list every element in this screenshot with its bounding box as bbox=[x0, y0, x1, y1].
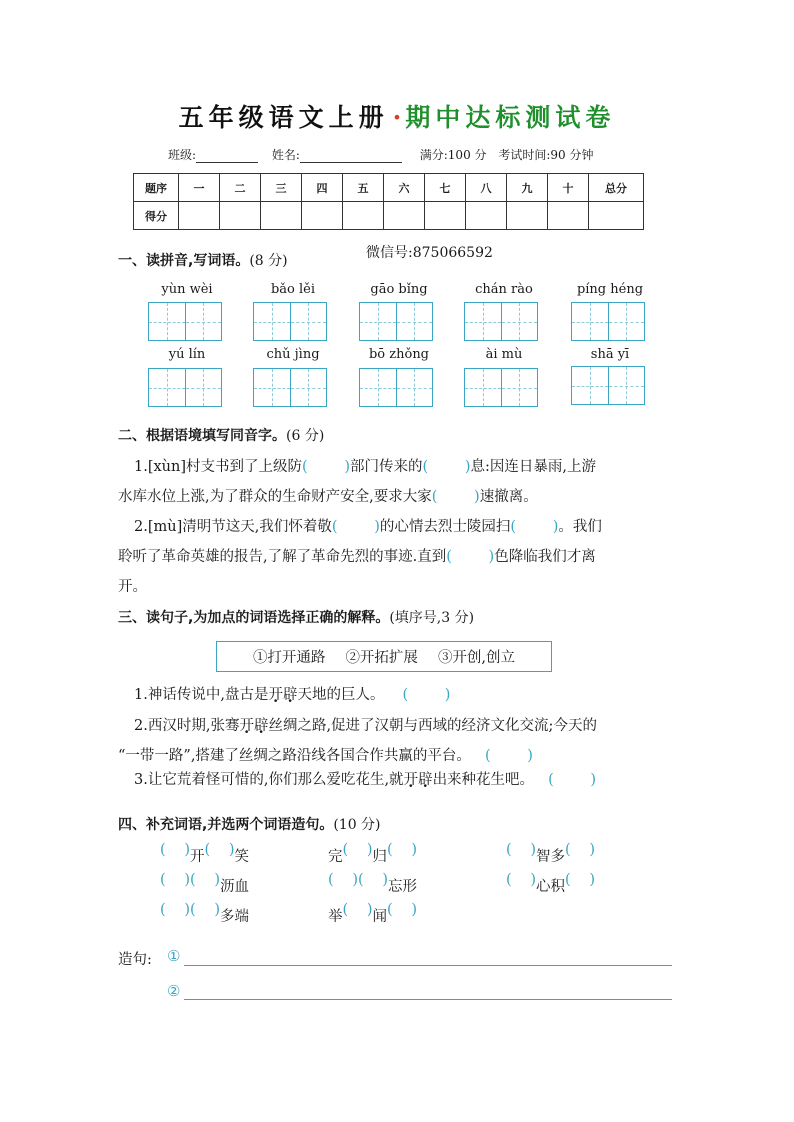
writing-grid[interactable] bbox=[253, 368, 327, 407]
answer-blank[interactable] bbox=[343, 846, 373, 864]
dotted-char: 辟 . bbox=[283, 687, 298, 703]
section3-question-1 bbox=[134, 680, 694, 710]
q2-text-a: 2.[mù]清明节这天,我们怀着敬 bbox=[134, 519, 332, 535]
score-cell-total[interactable] bbox=[589, 202, 644, 230]
idiom-char: 忘形 bbox=[388, 879, 417, 895]
answer-blank[interactable] bbox=[160, 846, 190, 864]
idiom-char: 开 bbox=[190, 849, 205, 865]
section2-points: (6 分) bbox=[286, 428, 325, 444]
class-label: 班级: bbox=[168, 148, 197, 162]
dotted-char: 辟 . bbox=[254, 718, 269, 734]
writing-grid[interactable] bbox=[571, 302, 645, 341]
q3-2-post: 丝绸之路,促进了汉朝与西域的经济文化交流;今天的 bbox=[268, 718, 597, 734]
pinyin-label: bǎo lěi bbox=[270, 282, 316, 297]
q3-1-post: 天地的巨人。 bbox=[297, 687, 385, 703]
title-part2: 期中达标测试卷 bbox=[405, 103, 616, 132]
q1-text-d: 水库水位上涨,为了群众的生命财产安全,要求大家 bbox=[118, 489, 432, 505]
score-cell[interactable] bbox=[425, 202, 466, 230]
options-box bbox=[216, 641, 552, 672]
section3-question-2 bbox=[118, 711, 678, 771]
idiom-char: 笑 bbox=[234, 849, 249, 865]
section3-title: 三、读句子,为加点的词语选择正确的解释。 bbox=[118, 610, 390, 626]
col-header: 三 bbox=[261, 174, 302, 202]
q2-line3: 开。 bbox=[118, 579, 147, 595]
idiom-char: 多端 bbox=[220, 909, 249, 925]
sentence-label: 造句: bbox=[118, 952, 152, 968]
answer-blank[interactable] bbox=[506, 846, 536, 864]
q2-text-b: 的心情去烈士陵园扫 bbox=[379, 519, 511, 535]
score-header-row bbox=[134, 174, 644, 202]
class-field[interactable] bbox=[196, 150, 258, 163]
answer-blank[interactable] bbox=[387, 906, 417, 924]
option-1: ①打开通路 bbox=[252, 650, 326, 666]
answer-blank[interactable] bbox=[190, 906, 220, 924]
q3-2-pre: 2.西汉时期,张骞 bbox=[134, 718, 240, 734]
pinyin-label: shā yī bbox=[590, 347, 630, 362]
writing-grid[interactable] bbox=[464, 302, 538, 341]
section2-question-2 bbox=[118, 512, 678, 602]
option-3: ③开创,创立 bbox=[437, 650, 516, 666]
writing-grid[interactable] bbox=[253, 302, 327, 341]
title-part1: 五年级语文上册 bbox=[178, 103, 389, 132]
pinyin-label: chán rào bbox=[475, 282, 533, 297]
answer-blank[interactable] bbox=[332, 516, 380, 534]
idiom-item-3 bbox=[506, 845, 595, 866]
sentence-number-1: ① bbox=[167, 947, 181, 965]
student-info-line bbox=[168, 146, 593, 163]
score-cell[interactable] bbox=[220, 202, 261, 230]
row-label-tixu: 题序 bbox=[134, 174, 179, 202]
sentence-number-2: ② bbox=[167, 982, 181, 1000]
q2-text-e: 色降临我们才离 bbox=[494, 549, 596, 565]
answer-blank[interactable] bbox=[302, 456, 350, 474]
q2-line2 bbox=[118, 542, 678, 572]
answer-blank[interactable] bbox=[343, 906, 373, 924]
exam-time: 考试时间:90 分钟 bbox=[498, 148, 594, 162]
pinyin-label: yùn wèi bbox=[161, 282, 213, 297]
col-header: 四 bbox=[302, 174, 343, 202]
answer-blank[interactable] bbox=[510, 516, 558, 534]
col-header: 五 bbox=[343, 174, 384, 202]
dotted-char: 辟 . bbox=[418, 772, 433, 788]
section4-heading bbox=[118, 814, 381, 834]
answer-blank[interactable] bbox=[565, 846, 595, 864]
answer-blank[interactable] bbox=[446, 546, 494, 564]
answer-blank[interactable] bbox=[328, 876, 358, 894]
score-cell[interactable] bbox=[302, 202, 343, 230]
pinyin-label: yú lín bbox=[168, 347, 206, 362]
name-label: 姓名: bbox=[271, 148, 300, 162]
dotted-char: 开 . bbox=[239, 718, 254, 734]
pinyin-label: ài mù bbox=[485, 347, 523, 362]
q3-3-post: 出来种花生吧。 bbox=[432, 772, 535, 788]
q1-text-e: 速撤离。 bbox=[479, 489, 538, 505]
col-header-total: 总分 bbox=[589, 174, 644, 202]
idiom-char: 完 bbox=[328, 849, 343, 865]
idiom-char: 心积 bbox=[536, 879, 565, 895]
section2-heading bbox=[118, 425, 324, 445]
answer-blank[interactable] bbox=[548, 769, 596, 787]
writing-grid[interactable] bbox=[571, 366, 645, 405]
idiom-item-4 bbox=[160, 875, 249, 896]
q1-text-b: 部门传来的 bbox=[350, 459, 423, 475]
answer-blank[interactable] bbox=[160, 876, 190, 894]
answer-blank[interactable] bbox=[402, 684, 450, 702]
score-cell[interactable] bbox=[548, 202, 589, 230]
section2-title: 二、根据语境填写同音字。 bbox=[118, 428, 286, 444]
col-header: 一 bbox=[179, 174, 220, 202]
section1-points: (8 分) bbox=[249, 253, 288, 269]
section4-title: 四、补充词语,并选两个词语造句。 bbox=[118, 817, 334, 833]
writing-grid[interactable] bbox=[464, 368, 538, 407]
sentence-line-1[interactable] bbox=[184, 965, 672, 966]
col-header: 二 bbox=[220, 174, 261, 202]
answer-blank[interactable] bbox=[160, 906, 190, 924]
answer-blank[interactable] bbox=[205, 846, 235, 864]
idiom-item-1 bbox=[160, 845, 249, 866]
dotted-char: 开 . bbox=[268, 687, 283, 703]
writing-grid[interactable] bbox=[359, 302, 433, 341]
answer-blank[interactable] bbox=[485, 745, 533, 763]
q1-line2 bbox=[118, 482, 678, 512]
idiom-char: 智多 bbox=[536, 849, 565, 865]
pinyin-label: gāo bǐng bbox=[370, 282, 428, 297]
option-2: ②开拓扩展 bbox=[345, 650, 418, 666]
score-cell[interactable] bbox=[261, 202, 302, 230]
section3-points: (填序号,3 分) bbox=[389, 610, 475, 626]
dotted-char: 开 . bbox=[404, 772, 419, 788]
score-cell[interactable] bbox=[384, 202, 425, 230]
section1-heading bbox=[118, 250, 288, 270]
q1-text-a: 1.[xùn]村支书到了上级防 bbox=[134, 459, 303, 475]
idiom-item-6 bbox=[506, 875, 595, 896]
wechat-note: 微信号:875066592 bbox=[366, 245, 493, 261]
section1-title: 一、读拼音,写词语。 bbox=[118, 253, 250, 269]
answer-blank[interactable] bbox=[190, 876, 220, 894]
idiom-item-2 bbox=[328, 845, 417, 866]
answer-blank[interactable] bbox=[358, 876, 388, 894]
q2-text-c: 。我们 bbox=[558, 519, 602, 535]
idiom-char: 闻 bbox=[372, 909, 387, 925]
col-header: 八 bbox=[466, 174, 507, 202]
answer-blank[interactable] bbox=[506, 876, 536, 894]
idiom-char: 沥血 bbox=[220, 879, 249, 895]
section2-question-1 bbox=[118, 452, 678, 512]
page-title bbox=[0, 98, 794, 134]
score-cell[interactable] bbox=[179, 202, 220, 230]
writing-grid[interactable] bbox=[148, 302, 222, 341]
score-row bbox=[134, 202, 644, 230]
score-cell[interactable] bbox=[507, 202, 548, 230]
q2-line1 bbox=[118, 512, 678, 542]
writing-grid[interactable] bbox=[148, 368, 222, 407]
row-label-defen: 得分 bbox=[134, 202, 179, 230]
title-dot: · bbox=[392, 103, 402, 132]
answer-blank[interactable] bbox=[423, 456, 471, 474]
q3-2-line2-text: “一带一路”,搭建了丝绸之路沿线各国合作共赢的平台。 bbox=[118, 748, 471, 764]
section4-points: (10 分) bbox=[333, 817, 381, 833]
q2-text-d: 聆听了革命英雄的报告,了解了革命先烈的事迹.直到 bbox=[118, 549, 447, 565]
sentence-line-2[interactable] bbox=[184, 999, 672, 1000]
name-field[interactable] bbox=[300, 150, 402, 163]
answer-blank[interactable] bbox=[432, 486, 480, 504]
score-cell[interactable] bbox=[466, 202, 507, 230]
col-header: 十 bbox=[548, 174, 589, 202]
q1-line1 bbox=[118, 452, 678, 482]
idiom-char: 举 bbox=[328, 909, 343, 925]
section3-question-3 bbox=[134, 765, 694, 795]
pinyin-label: píng héng bbox=[576, 282, 644, 297]
idiom-item-5 bbox=[328, 875, 417, 896]
col-header: 六 bbox=[384, 174, 425, 202]
col-header: 九 bbox=[507, 174, 548, 202]
answer-blank[interactable] bbox=[565, 876, 595, 894]
idiom-item-7 bbox=[160, 905, 249, 926]
q3-2-line1 bbox=[118, 711, 678, 741]
pinyin-label: bō zhǒng bbox=[368, 347, 430, 362]
score-table bbox=[133, 173, 644, 230]
col-header: 七 bbox=[425, 174, 466, 202]
q1-text-c: 息:因连日暴雨,上游 bbox=[470, 459, 597, 475]
pinyin-label: chǔ jìng bbox=[266, 347, 320, 362]
section3-heading bbox=[118, 607, 474, 627]
q3-3-pre: 3.让它荒着怪可惜的,你们那么爱吃花生,就 bbox=[134, 772, 404, 788]
q3-1-pre: 1.神话传说中,盘古是 bbox=[134, 687, 269, 703]
answer-blank[interactable] bbox=[387, 846, 417, 864]
idiom-char: 归 bbox=[372, 849, 387, 865]
full-score: 满分:100 分 bbox=[419, 148, 487, 162]
idiom-item-8 bbox=[328, 905, 417, 926]
score-cell[interactable] bbox=[343, 202, 384, 230]
writing-grid[interactable] bbox=[359, 368, 433, 407]
